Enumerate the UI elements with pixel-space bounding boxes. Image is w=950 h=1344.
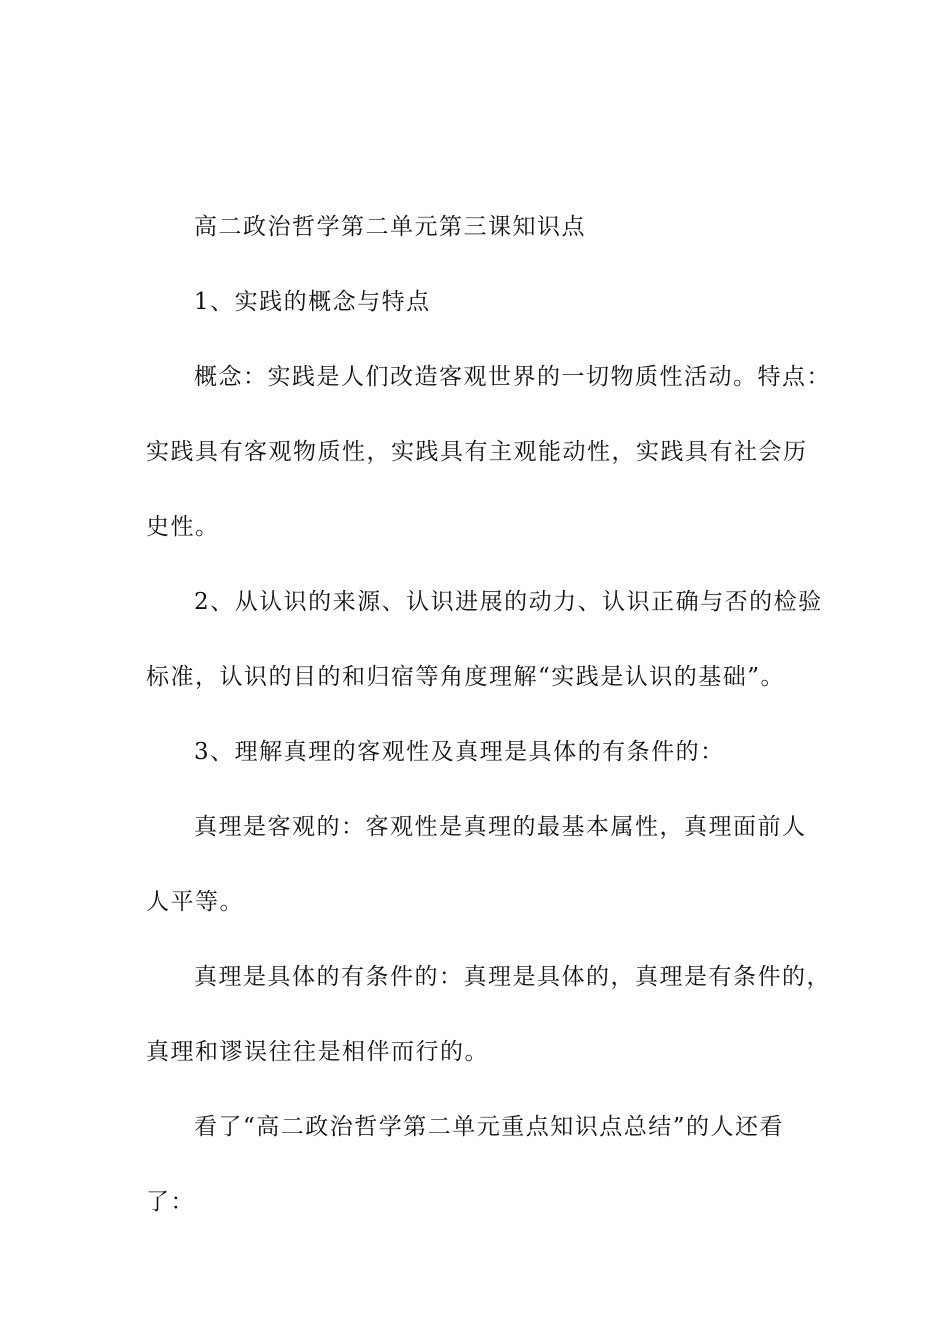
document-title: 高二政治哲学第二单元第三课知识点 (194, 214, 586, 240)
paragraph-line: 真理和谬误往往是相伴而行的。 (146, 1039, 489, 1065)
related-reading-line: 了： (146, 1189, 195, 1215)
paragraph-line: 真理是客观的：客观性是真理的最基本属性，真理面前人 (194, 814, 807, 840)
paragraph-line: 人平等。 (146, 889, 244, 915)
paragraph-line: 真理是具体的有条件的：真理是具体的，真理是有条件的， (194, 964, 831, 990)
section-heading-1: 1、实践的概念与特点 (194, 289, 431, 315)
paragraph-line: 实践具有客观物质性，实践具有主观能动性，实践具有社会历 (146, 439, 808, 465)
section-heading-2: 2、从认识的来源、认识进展的动力、认识正确与否的检验 (194, 589, 823, 615)
paragraph-line: 概念：实践是人们改造客观世界的一切物质性活动。特点： (194, 364, 831, 390)
related-reading-line: 看了“高二政治哲学第二单元重点知识点总结”的人还看 (194, 1114, 785, 1140)
section-heading-3: 3、理解真理的客观性及真理是具体的有条件的： (194, 739, 725, 765)
paragraph-line: 标准，认识的目的和归宿等角度理解“实践是认识的基础”。 (146, 664, 786, 690)
paragraph-line: 史性。 (146, 514, 220, 540)
